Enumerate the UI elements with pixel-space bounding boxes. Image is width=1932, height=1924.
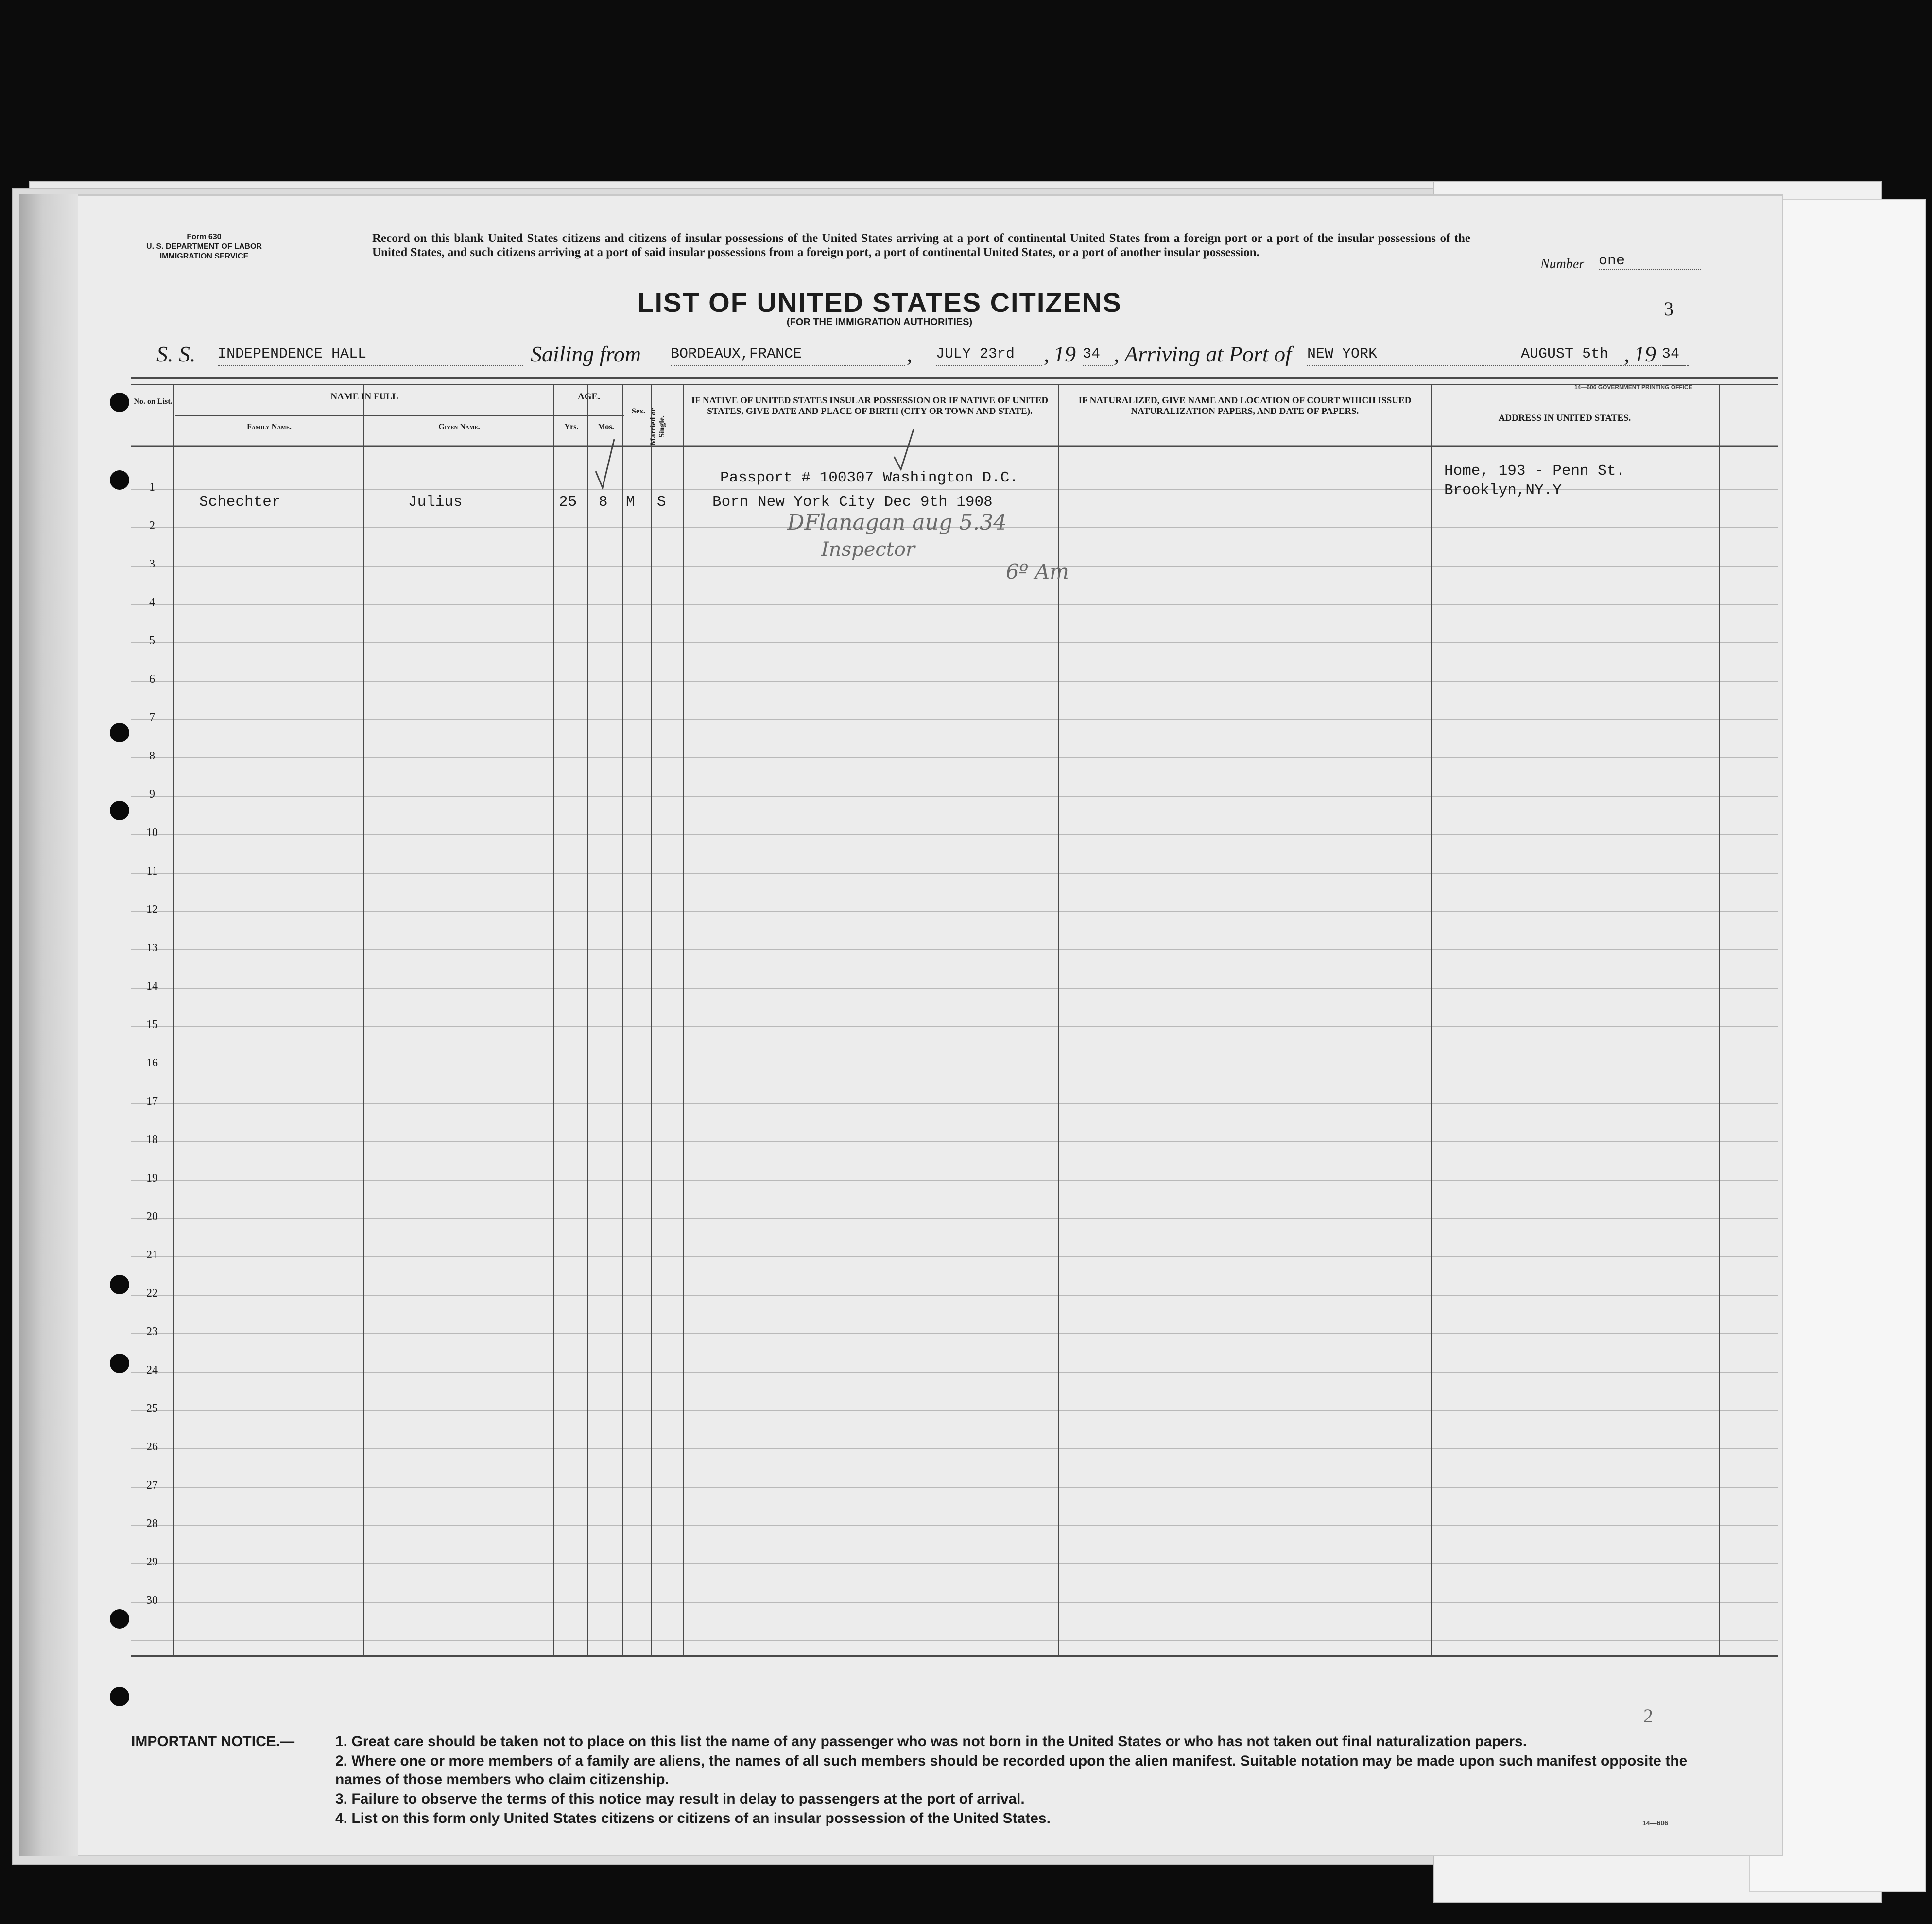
row-number: 8 <box>149 750 155 762</box>
family-name-cell: Schechter <box>199 494 281 511</box>
header-family-name: Family Name. <box>247 423 292 431</box>
sailing-label: Sailing from <box>531 342 641 366</box>
inspector-signature: DFlanagan aug 5.34 <box>787 510 1007 535</box>
header-married-single: Married or Single. <box>649 408 666 446</box>
inspector-title: Inspector <box>821 538 915 561</box>
row-number: 5 <box>149 635 155 647</box>
row-number: 6 <box>149 673 155 686</box>
inspection-time: 6º Am <box>1006 560 1069 584</box>
address-line-2: Brooklyn,NY.Y <box>1444 482 1562 499</box>
page-number: 3 <box>1664 298 1673 320</box>
row-number: 28 <box>146 1517 158 1530</box>
row-number: 26 <box>146 1441 158 1453</box>
page-subtitle: (FOR THE IMMIGRATION AUTHORITIES) <box>786 317 973 327</box>
passport-line: Passport # 100307 Washington D.C. <box>720 469 1018 486</box>
port-of-arrival: NEW YORK <box>1307 346 1686 366</box>
age-months-cell: 8 <box>599 494 608 511</box>
header-sex: Sex. <box>632 407 645 415</box>
header-name-in-full: NAME IN FULL <box>330 392 398 402</box>
service-name: IMMIGRATION SERVICE <box>159 252 249 260</box>
notice-item-3: 3. Failure to observe the terms of this notice may result in delay to passengers at the port of arrival. <box>335 1791 1025 1807</box>
header-years: Yrs. <box>564 423 579 431</box>
row-number: 16 <box>146 1057 158 1069</box>
form-number: Form 630 <box>187 233 222 241</box>
row-number: 12 <box>146 903 158 916</box>
row-number: 29 <box>146 1556 158 1568</box>
row-number: 24 <box>146 1364 158 1376</box>
row-number: 10 <box>146 826 158 839</box>
departure-date: JULY 23rd <box>936 346 1042 366</box>
header-given-name: Given Name. <box>438 423 480 431</box>
page-title: LIST OF UNITED STATES CITIZENS <box>637 287 1122 318</box>
header-native-birth: IF NATIVE OF UNITED STATES INSULAR POSSESSION OR IF NATIVE OF UNITED STATES, GIVE DATE AND PLACE OF BIRTH (CITY OR TOWN AND STATE). <box>691 395 1049 416</box>
sex-cell: M <box>626 494 635 511</box>
notice-item-1: 1. Great care should be taken not to place on this list the name of any passenger who was not born in the United States or who has not taken out final naturalization papers. <box>335 1734 1527 1750</box>
row-number: 22 <box>146 1287 158 1300</box>
given-name-cell: Julius <box>408 494 463 511</box>
notice-heading: IMPORTANT NOTICE.— <box>131 1734 295 1750</box>
row-number: 13 <box>146 942 158 954</box>
header-months: Mos. <box>598 423 614 431</box>
arrival-date: AUGUST 5th <box>1521 346 1609 362</box>
birth-line: Born New York City Dec 9th 1908 <box>712 494 993 511</box>
row-number: 7 <box>149 711 155 724</box>
row-number: 27 <box>146 1479 158 1492</box>
address-line-1: Home, 193 - Penn St. <box>1444 463 1625 480</box>
row-number: 25 <box>146 1402 158 1415</box>
row-number: 17 <box>146 1095 158 1108</box>
row-number: 4 <box>149 596 155 609</box>
row-number: 23 <box>146 1325 158 1338</box>
notice-item-4: 4. List on this form only United States citizens or citizens of an insular possession of the United States. <box>335 1810 1051 1826</box>
departure-year: 34 <box>1083 346 1113 366</box>
check-mark-icon <box>892 428 916 471</box>
row-number: 19 <box>146 1172 158 1185</box>
printer-mark: 14—606 GOVERNMENT PRINTING OFFICE <box>1574 384 1692 391</box>
check-mark-icon <box>593 437 617 491</box>
arrival-year: 34 <box>1662 346 1689 366</box>
row-number: 11 <box>146 865 158 877</box>
row-number: 21 <box>146 1249 158 1261</box>
age-years-cell: 25 <box>559 494 577 511</box>
departure-year-prefix: 19 <box>1053 342 1076 366</box>
ship-name: INDEPENDENCE HALL <box>218 346 523 366</box>
row-number: 2 <box>149 519 155 532</box>
port-of-departure: BORDEAUX,FRANCE <box>671 346 905 366</box>
header-address: ADDRESS IN UNITED STATES. <box>1498 413 1631 423</box>
arrival-year-prefix: 19 <box>1634 342 1656 366</box>
number-value: one <box>1599 253 1701 270</box>
row-number: 18 <box>146 1134 158 1146</box>
row-number: 20 <box>146 1210 158 1223</box>
header-naturalized: IF NATURALIZED, GIVE NAME AND LOCATION OF COURT WHICH ISSUED NATURALIZATION PAPERS, AND DATE OF PAPERS. <box>1078 395 1412 416</box>
department-name: U. S. DEPARTMENT OF LABOR <box>146 242 262 251</box>
row-number: 3 <box>149 558 155 570</box>
ss-label: S. S. <box>156 342 196 366</box>
printer-mark-bottom: 14—606 <box>1642 1819 1668 1827</box>
form-instruction: Record on this blank United States citizens and citizens of insular possessions of the United States arriving at a port of continental United States from a foreign port or a port of the insular possessions of the United States, and such citizens arriving at a port of said insular possessions from a foreign port, a port of continental United States, or a port of another insular possession. <box>372 232 1470 259</box>
marital-status-cell: S <box>657 494 666 511</box>
row-number: 9 <box>149 788 155 801</box>
row-number: 1 <box>149 481 155 494</box>
number-label: Number <box>1540 257 1585 272</box>
row-number: 15 <box>146 1018 158 1031</box>
notice-item-2: 2. Where one or more members of a family are aliens, the names of all such members should be recorded upon the alien manifest. Suitable notation may be made upon such manifest opposite the names of those members who claim citizenship. <box>335 1753 1688 1787</box>
arriving-label: , Arriving at Port of <box>1114 342 1292 366</box>
header-list-number: No. on List. <box>134 397 172 406</box>
row-number: 30 <box>146 1594 158 1607</box>
header-age: AGE. <box>578 392 600 402</box>
row-number: 14 <box>146 980 158 993</box>
